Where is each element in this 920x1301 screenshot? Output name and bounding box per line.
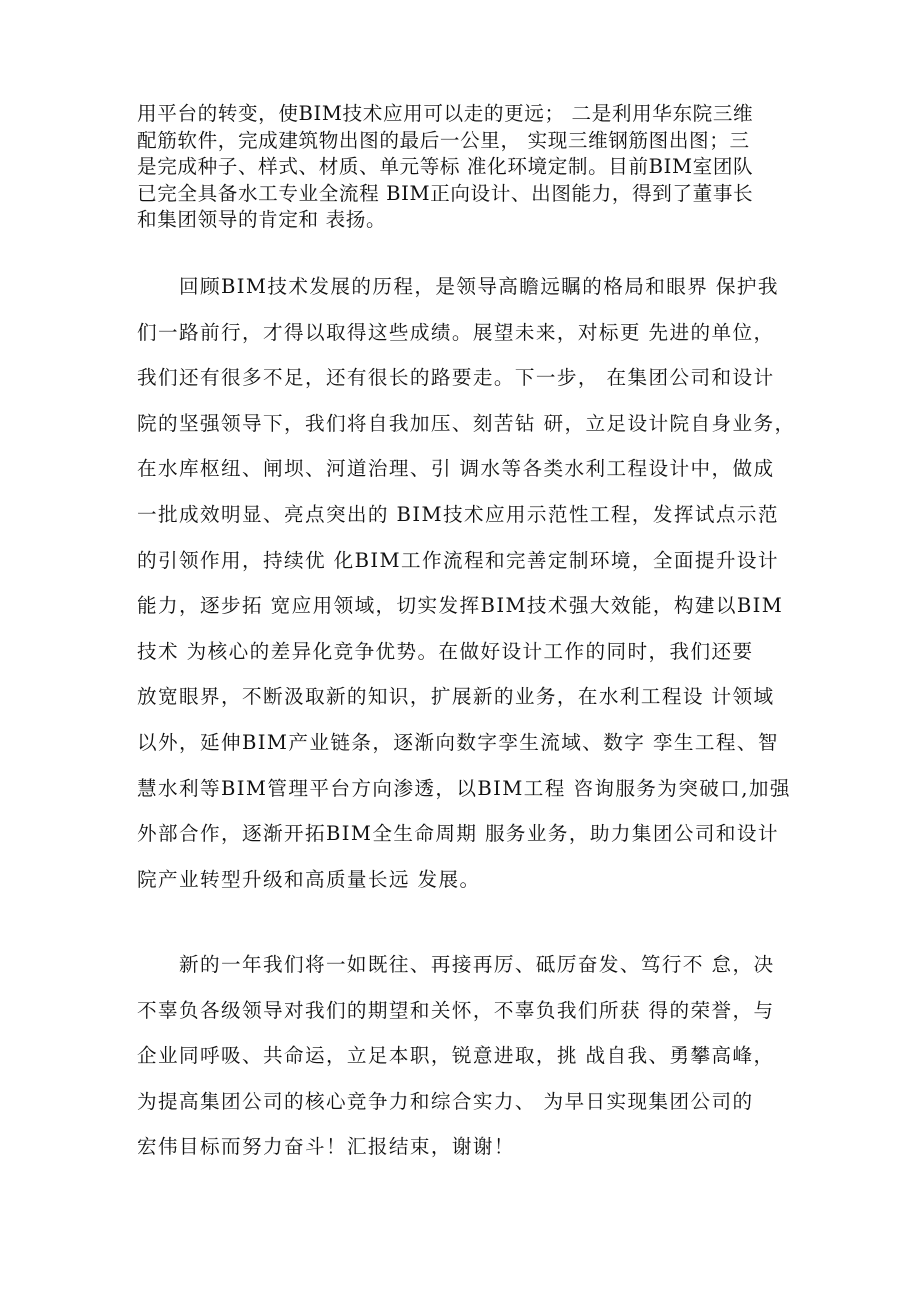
text-line: 企业同呼吸、共命运，立足本职，锐意进取，挑 战自我、勇攀高峰， xyxy=(137,1044,775,1068)
paragraph-platform-progress xyxy=(137,101,797,234)
text-line: 用平台的转变，使BIM技术应用可以走的更远； 二是利用华东院三维 xyxy=(137,102,754,125)
text-line: 一批成效明显、亮点突出的 BIM技术应用示范性工程，发挥试点示范 xyxy=(137,502,779,526)
text-line: 宏伟目标而努力奋斗！汇报结束，谢谢！ xyxy=(137,1135,515,1159)
text-line: 为提高集团公司的核心竞争力和综合实力、 为早日实现集团公司的 xyxy=(137,1089,754,1113)
text-line: 们一路前行，才得以取得这些成绩。展望未来，对标更 先进的单位， xyxy=(137,320,775,344)
paragraph-new-year-closing xyxy=(137,942,797,1170)
text-line: 已完全具备水工专业全流程 BIM正向设计、出图能力，得到了董事长 xyxy=(137,181,754,205)
text-line: 技术 为核心的差异化竞争优势。在做好设计工作的同时，我们还要 xyxy=(137,639,754,663)
text-line: 配筋软件，完成建筑物出图的最后一公里， 实现三维钢筋图出图；三 xyxy=(137,128,750,152)
text-line: 的引领作用，持续优 化BIM工作流程和完善定制环境，全面提升设计 xyxy=(137,548,779,572)
text-line: 和集团领导的肯定和 表扬。 xyxy=(137,208,387,232)
text-line: 以外，延伸BIM产业链条，逐渐向数字孪生流域、数字 孪生工程、智 xyxy=(137,730,779,754)
text-line: 不辜负各级领导对我们的期望和关怀，不辜负我们所获 得的荣誉，与 xyxy=(137,998,775,1022)
text-line: 放宽眼界，不断汲取新的知识，扩展新的业务，在水利工程设 计领域 xyxy=(137,685,775,709)
text-line: 我们还有很多不足，还有很长的路要走。下一步， 在集团公司和设计 xyxy=(137,366,775,390)
text-line: 慧水利等BIM管理平台方向渗透，以BIM工程 咨询服务为突破口,加强 xyxy=(137,776,791,800)
text-line: 在水库枢纽、闸坝、河道治理、引 调水等各类水利工程设计中，做成 xyxy=(137,457,775,481)
text-line: 外部合作，逐渐开拓BIM全生命周期 服务业务，助力集团公司和设计 xyxy=(137,822,779,846)
text-line: 院的坚强领导下，我们将自我加压、刻苦钻 研，立足设计院自身业务， xyxy=(137,411,796,435)
paragraph-review-outlook xyxy=(137,264,797,902)
text-line: 是完成种子、样式、材质、单元等标 准化环境定制。目前BIM室团队 xyxy=(137,155,754,179)
text-line: 新的一年我们将一如既往、再接再厉、砥厉奋发、笃行不 怠，决 xyxy=(137,953,775,976)
text-line: 回顾BIM技术发展的历程，是领导高瞻远瞩的格局和眼界 保护我 xyxy=(137,275,779,298)
text-line: 院产业转型升级和高质量长远 发展。 xyxy=(137,867,481,891)
text-line: 能力，逐步拓 宽应用领域，切实发挥BIM技术强大效能，构建以BIM xyxy=(137,594,784,618)
